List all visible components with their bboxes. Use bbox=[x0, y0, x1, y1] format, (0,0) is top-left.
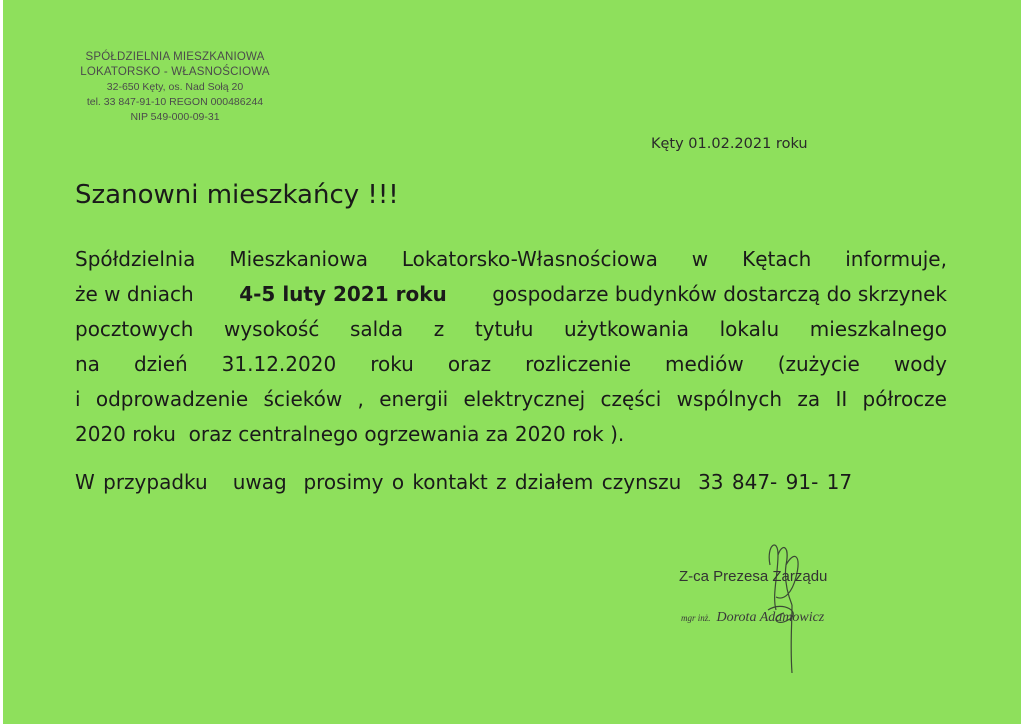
body-line-4: na dzień 31.12.2020 roku oraz rozliczenie mediów (zużycie wody bbox=[75, 352, 947, 376]
stamp-line-type: LOKATORSKO - WŁASNOŚCIOWA bbox=[80, 66, 270, 78]
stamp-line-name: SPÓŁDZIELNIA MIESZKANIOWA bbox=[85, 51, 265, 63]
handwritten-signature bbox=[748, 535, 838, 675]
greeting-heading: Szanowni mieszkańcy !!! bbox=[75, 180, 399, 210]
body-line-2: że w dniach 4-5 luty 2021 roku gospodarze budynków dostarczą do skrzynek bbox=[75, 277, 947, 312]
delivery-dates: 4-5 luty 2021 roku bbox=[239, 282, 447, 306]
body-line-5: i odprowadzenie ścieków , energii elektrycznej części wspólnych za II półrocze bbox=[75, 387, 947, 411]
notice-body bbox=[75, 242, 947, 452]
contact-line: W przypadku uwag prosimy o kontakt z działem czynszu 33 847- 91- 17 bbox=[75, 470, 853, 494]
document-date: Kęty 01.02.2021 roku bbox=[651, 136, 808, 152]
body-line-6: 2020 roku oraz centralnego ogrzewania za 2020 rok ). bbox=[75, 422, 625, 446]
signatory-degree: mgr inż. bbox=[681, 613, 711, 623]
notice-page bbox=[3, 0, 1021, 724]
stamp-line-address: 32-650 Kęty, os. Nad Sołą 20 bbox=[106, 81, 244, 93]
signatory-name: mgr inż. Dorota Adamowicz bbox=[681, 610, 825, 625]
stamp-line-nip: NIP 549-000-09-31 bbox=[130, 111, 220, 123]
signatory-title: Z-ca Prezesa Zarządu bbox=[679, 568, 828, 585]
cooperative-stamp bbox=[55, 50, 295, 125]
body-line-3: pocztowych wysokość salda z tytułu użytkowania lokalu mieszkalnego bbox=[75, 317, 947, 341]
body-line-1: Spółdzielnia Mieszkaniowa Lokatorsko-Własnościowa w Kętach informuje, bbox=[75, 247, 947, 271]
stamp-line-phone-regon: tel. 33 847-91-10 REGON 000486244 bbox=[86, 96, 264, 108]
